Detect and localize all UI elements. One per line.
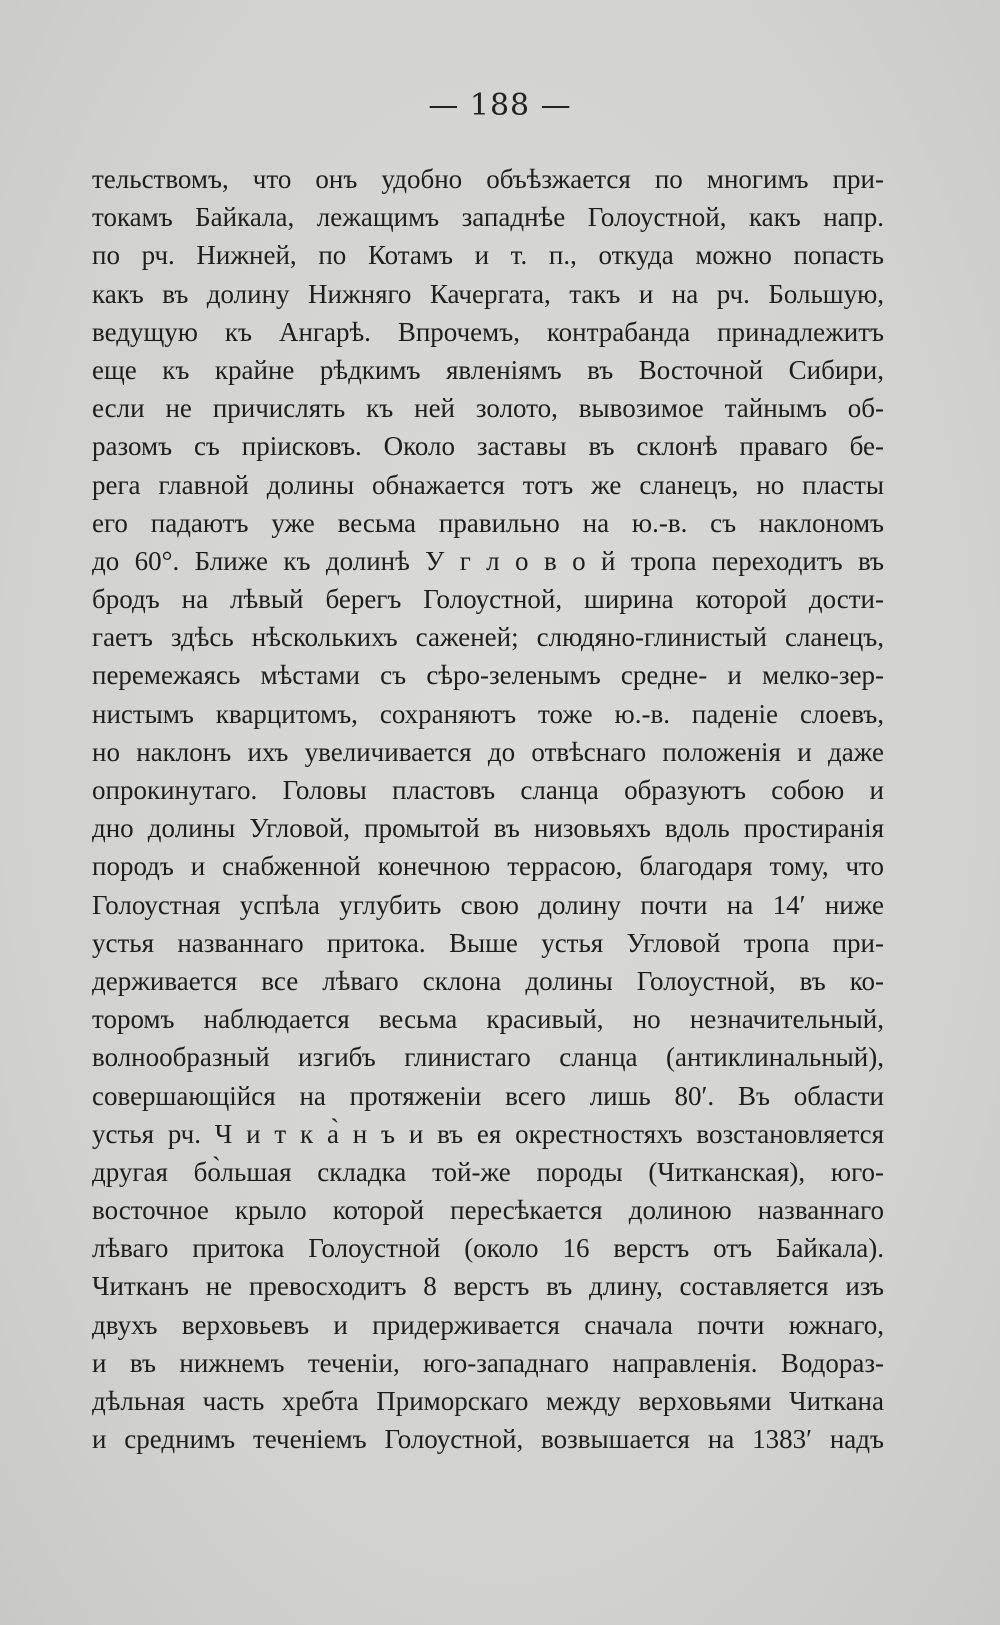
text-line: дно долины Угловой, промытой въ низовьяхъ вдоль простиранія	[92, 813, 884, 844]
text-line: волнообразный изгибъ глинистаго сланца (антиклинальный),	[92, 1042, 884, 1073]
text-line: тельствомъ, что онъ удобно объѣзжается по многимъ при-	[92, 164, 884, 194]
text-line: токамъ Байкала, лежащимъ западнѣе Голоустной, какъ напр.	[92, 202, 884, 233]
text-line: бродъ на лѣвый берегъ Голоустной, ширина которой дости-	[92, 584, 884, 615]
text-line: ведущую къ Ангарѣ. Впрочемъ, контрабанда принадлежитъ	[92, 316, 884, 347]
text-line: двухъ верховьевъ и придерживается сначала почти южнаго,	[92, 1309, 884, 1340]
text-line: еще къ крайне рѣдкимъ явленіямъ въ Восточной Сибири,	[92, 354, 884, 385]
text-line: другая бо̀льшая складка той-же породы (Читканская), юго-	[92, 1156, 884, 1187]
text-line: по рч. Нижней, по Котамъ и т. п., откуда можно попасть	[92, 240, 884, 271]
text-line: рега главной долины обнажается тотъ же сланецъ, но пласты	[92, 469, 884, 500]
text-line: и въ нижнемъ теченіи, юго-западнаго направленія. Водораз-	[92, 1347, 884, 1378]
text-line: лѣваго притока Голоустной (около 16 верстъ отъ Байкала).	[92, 1233, 884, 1264]
page-number: — 188 —	[428, 88, 572, 123]
text-line: торомъ наблюдается весьма красивый, но незначительный,	[92, 1004, 884, 1035]
text-line: разомъ съ пріисковъ. Около заставы въ склонѣ праваго бе-	[92, 431, 884, 462]
text-line: перемежаясь мѣстами съ сѣро-зеленымъ средне- и мелко-зер-	[92, 660, 884, 691]
text-line: опрокинутаго. Головы пластовъ сланца образуютъ собою и	[92, 775, 884, 805]
text-line: Читканъ не превосходитъ 8 верстъ въ длину, составляется изъ	[92, 1271, 884, 1302]
text-line: восточное крыло которой пересѣкается долиною названнаго	[92, 1195, 884, 1226]
text-line: нистымъ кварцитомъ, сохраняютъ тоже ю.-в. паденіе слоевъ,	[92, 698, 884, 729]
text-line: но наклонъ ихъ увеличивается до отвѣснаго положенія и даже	[92, 736, 884, 767]
text-line: устья названнаго притока. Выше устья Угловой тропа при-	[92, 927, 884, 958]
text-line: держивается все лѣваго склона долины Голоустной, въ ко-	[92, 965, 884, 996]
text-line: какъ въ долину Нижняго Качергата, такъ и на рч. Большую,	[92, 278, 884, 309]
text-line: гаетъ здѣсь нѣсколькихъ саженей; слюдяно-глинистый сланецъ,	[92, 622, 884, 653]
text-line: если не причислять къ ней золото, вывозимое тайнымъ об-	[92, 393, 884, 424]
text-line: до 60°. Ближе къ долинѣ У г л о в о й тропа переходитъ въ	[92, 545, 884, 576]
text-line: дѣльная часть хребта Приморскаго между верховьями Читкана	[92, 1386, 884, 1416]
text-line: породъ и снабженной конечною террасою, благодаря тому, что	[92, 851, 884, 882]
text-line: Голоустная успѣла углубить свою долину почти на 14′ ниже	[92, 889, 884, 920]
text-line: его падаютъ уже весьма правильно на ю.-в. съ наклономъ	[92, 507, 884, 538]
text-line: и среднимъ теченіемъ Голоустной, возвышается на 1383′ надъ	[92, 1424, 884, 1455]
text-line: совершающійся на протяженіи всего лишь 80′. Въ области	[92, 1080, 884, 1111]
body-text	[92, 160, 884, 1458]
text-line: устья рч. Ч и т к а̀ н ъ и въ ея окрестностяхъ возстановляется	[92, 1118, 884, 1149]
